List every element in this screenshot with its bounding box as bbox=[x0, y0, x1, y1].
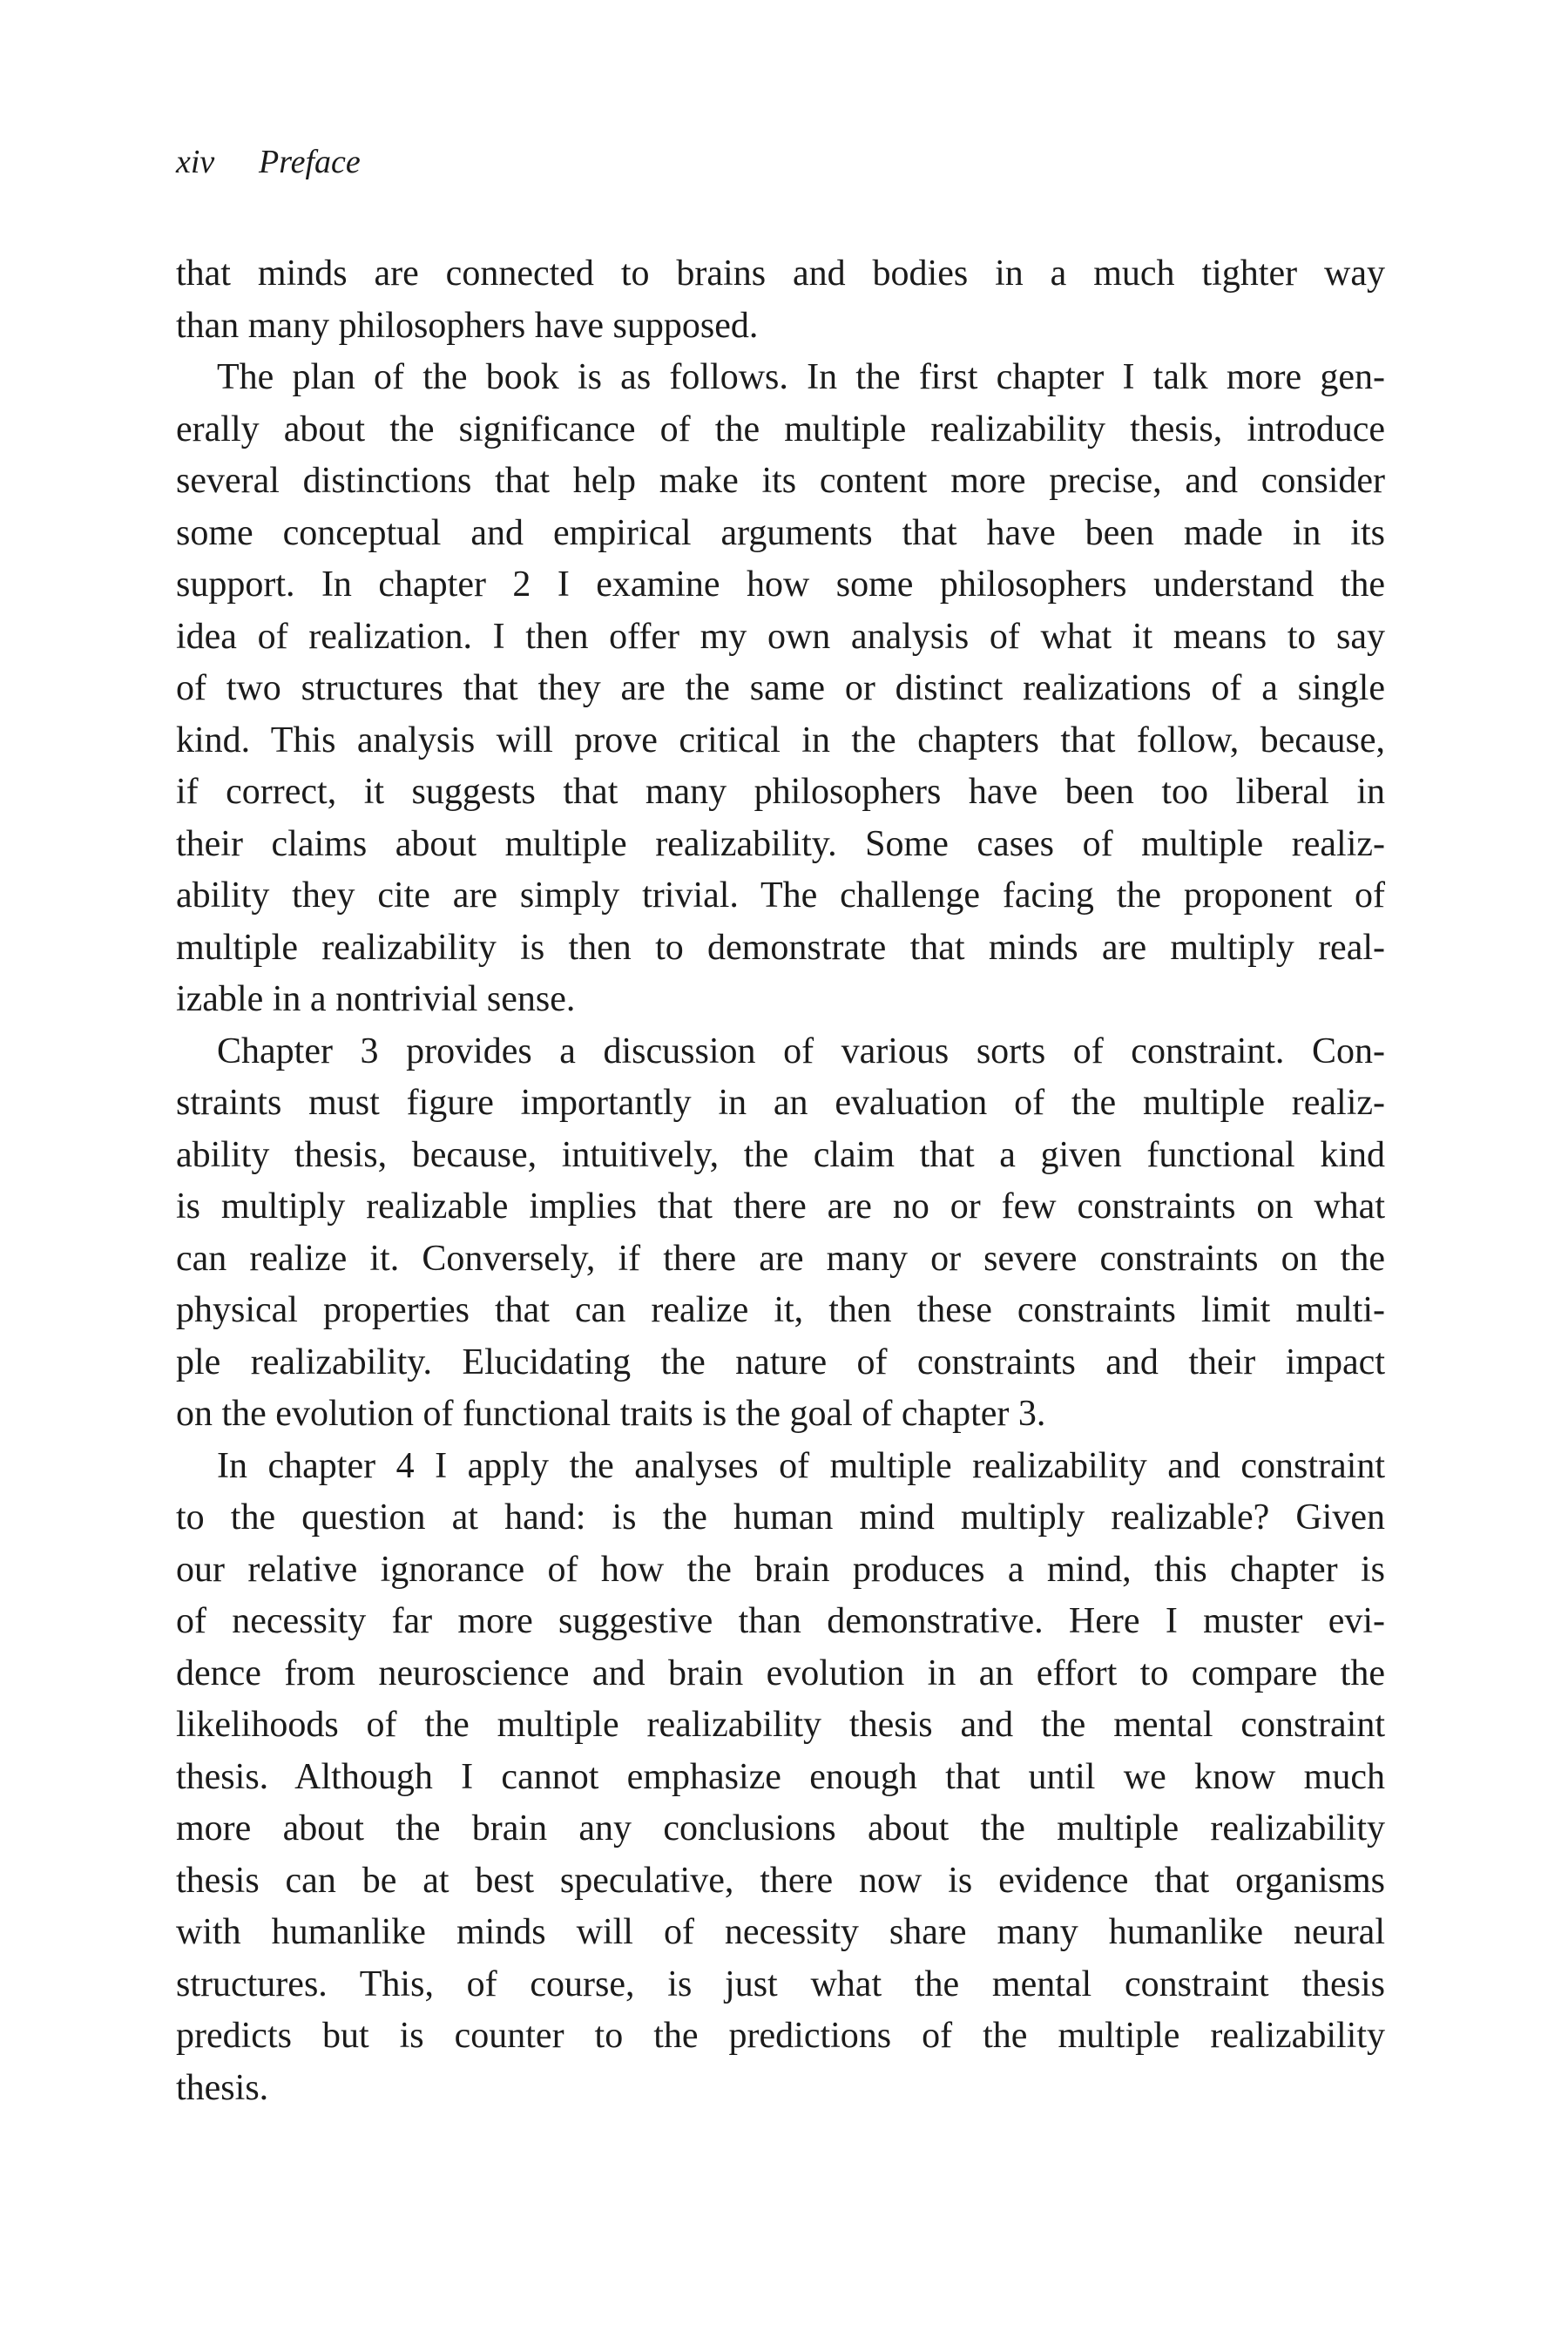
text-line: their claims about multiple realizability. Some cases of multiple realiz- bbox=[176, 823, 1385, 864]
text-line: kind. This analysis will prove critical in the chapters that follow, because, bbox=[176, 720, 1385, 760]
body-text bbox=[176, 248, 1385, 2114]
text-line: is multiply realizable implies that there are no or few constraints on what bbox=[176, 1186, 1385, 1227]
text-line: structures. This, of course, is just what the mental constraint thesis bbox=[176, 1963, 1385, 2004]
text-line: of necessity far more suggestive than demonstrative. Here I muster evi- bbox=[176, 1601, 1385, 1641]
text-line: thesis. bbox=[176, 2067, 269, 2108]
text-line: if correct, it suggests that many philosophers have been too liberal in bbox=[176, 772, 1385, 812]
text-line: several distinctions that help make its content more precise, and consider bbox=[176, 461, 1385, 501]
text-line: izable in a nontrivial sense. bbox=[176, 979, 576, 1019]
text-line: thesis can be at best speculative, there now is evidence that organisms bbox=[176, 1860, 1385, 1901]
text-line: The plan of the book is as follows. In the first chapter I talk more gen- bbox=[217, 357, 1385, 397]
text-line: that minds are connected to brains and bodies in a much tighter way bbox=[176, 253, 1385, 294]
text-line: on the evolution of functional traits is the goal of chapter 3. bbox=[176, 1394, 1046, 1434]
text-line: can realize it. Conversely, if there are many or severe constraints on the bbox=[176, 1238, 1385, 1279]
text-line: idea of realization. I then offer my own analysis of what it means to say bbox=[176, 616, 1385, 657]
text-line: some conceptual and empirical arguments that have been made in its bbox=[176, 512, 1385, 553]
text-line: In chapter 4 I apply the analyses of multiple realizability and constraint bbox=[217, 1445, 1385, 1486]
text-line: ability they cite are simply trivial. The challenge facing the proponent of bbox=[176, 875, 1385, 916]
text-line: erally about the significance of the multiple realizability thesis, introduce bbox=[176, 409, 1385, 449]
text-line: more about the brain any conclusions about the multiple realizability bbox=[176, 1808, 1385, 1848]
text-line: physical properties that can realize it, then these constraints limit multi- bbox=[176, 1290, 1385, 1330]
text-line: ability thesis, because, intuitively, the claim that a given functional kind bbox=[176, 1134, 1385, 1175]
text-line: thesis. Although I cannot emphasize enough that until we know much bbox=[176, 1756, 1385, 1797]
text-line: ple realizability. Elucidating the nature of constraints and their impact bbox=[176, 1342, 1385, 1382]
page-number: xiv bbox=[176, 144, 215, 180]
text-line: with humanlike minds will of necessity share many humanlike neural bbox=[176, 1912, 1385, 1952]
running-head-title: Preface bbox=[259, 144, 361, 180]
text-line: than many philosophers have supposed. bbox=[176, 305, 759, 346]
running-head bbox=[176, 139, 361, 185]
text-line: likelihoods of the multiple realizability thesis and the mental constraint bbox=[176, 1705, 1385, 1745]
text-line: Chapter 3 provides a discussion of various sorts of constraint. Con- bbox=[217, 1031, 1385, 1071]
text-line: support. In chapter 2 I examine how some philosophers understand the bbox=[176, 564, 1385, 605]
text-line: of two structures that they are the same or distinct realizations of a single bbox=[176, 668, 1385, 708]
text-line: straints must figure importantly in an evaluation of the multiple realiz- bbox=[176, 1083, 1385, 1123]
text-line: our relative ignorance of how the brain produces a mind, this chapter is bbox=[176, 1549, 1385, 1590]
text-line: dence from neuroscience and brain evolution in an effort to compare the bbox=[176, 1652, 1385, 1693]
text-line: to the question at hand: is the human mind multiply realizable? Given bbox=[176, 1497, 1385, 1538]
text-line: predicts but is counter to the predictions of the multiple realizability bbox=[176, 2016, 1385, 2056]
text-line: multiple realizability is then to demonstrate that minds are multiply real- bbox=[176, 927, 1385, 968]
